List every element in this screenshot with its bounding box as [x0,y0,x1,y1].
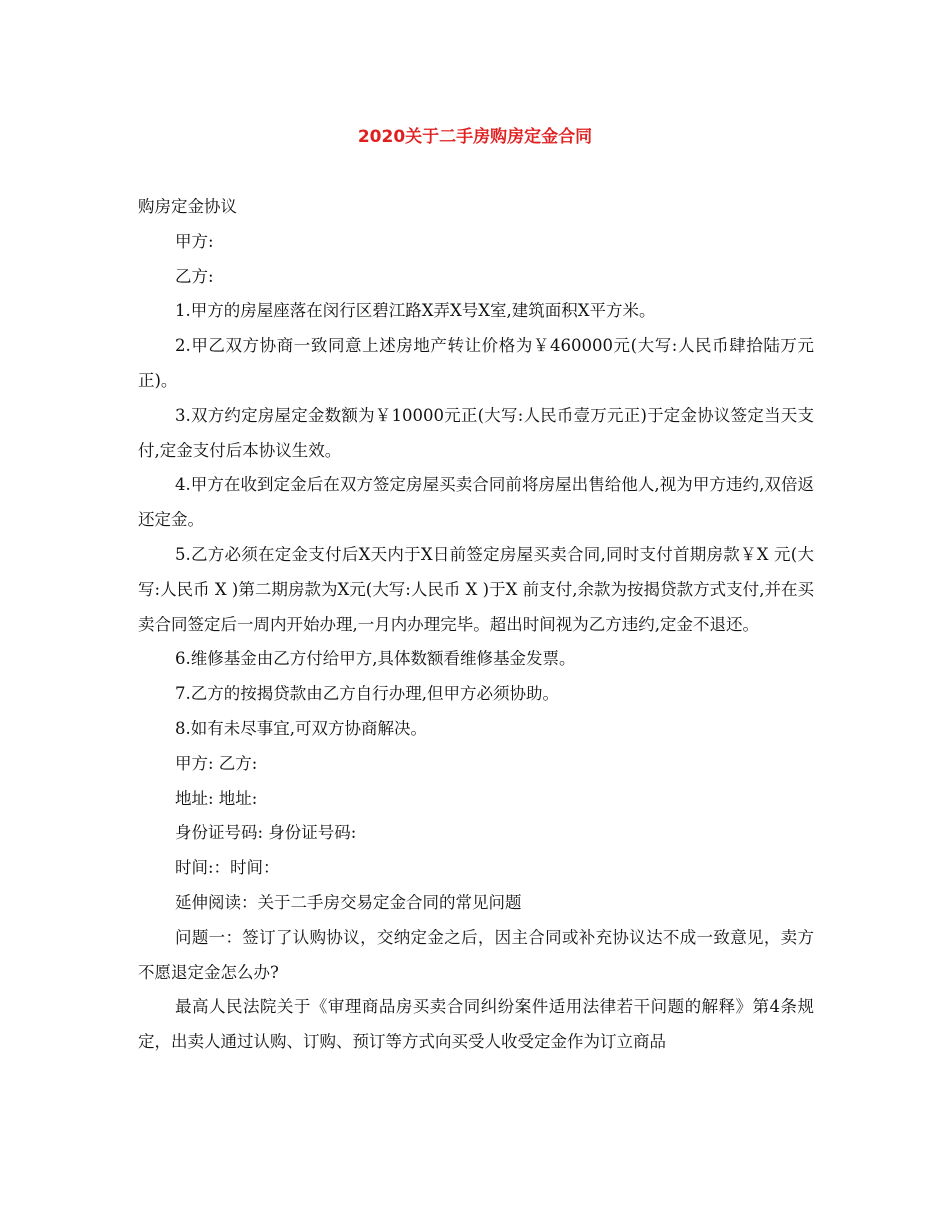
clause-5: 5.乙方必须在定金支付后X天内于X日前签定房屋买卖合同,同时支付首期房款￥X 元(大写:人民币 X )第二期房款为X元(大写:人民币 X )于X 前支付,余款为按揭贷款方式支付,并在买卖合同签定后一周内开始办理,一月内办理完毕。超出时间视为乙方违约,定金不退还。 [138,544,814,634]
party-b-line: 乙方: [175,266,214,286]
signature-parties: 甲方: 乙方: [175,753,258,773]
signature-address: 地址: 地址: [175,788,258,808]
clause-4: 4.甲方在收到定金后在双方签定房屋买卖合同前将房屋出售给他人,视为甲方违约,双倍返还定金。 [138,475,814,530]
agreement-heading: 购房定金协议 [138,197,237,216]
document-title: 2020关于二手房购房定金合同 [357,127,593,147]
clause-1: 1.甲方的房屋座落在闵行区碧江路X弄X号X室,建筑面积X平方米。 [175,301,656,321]
clause-7: 7.乙方的按揭贷款由乙方自行办理,但甲方必须协助。 [175,684,559,704]
clause-8: 8.如有未尽事宜,可双方协商解决。 [175,718,427,738]
answer-1: 最高人民法院关于《审理商品房买卖合同纠纷案件适用法律若干问题的解释》第4条规定，出卖人通过认购、订购、预订等方式向买受人收受定金作为订立商品 [138,997,814,1052]
document-body [138,190,814,1060]
signature-time: 时间:：时间： [175,858,280,878]
clause-6: 6.维修基金由乙方付给甲方,具体数额看维修基金发票。 [175,649,576,669]
question-1: 问题一：签订了认购协议，交纳定金之后，因主合同或补充协议达不成一致意见，卖方不愿退定金怎么办? [138,927,814,982]
party-a-line: 甲方: [175,231,214,251]
signature-id-number: 身份证号码: 身份证号码: [175,823,357,843]
clause-2: 2.甲乙双方协商一致同意上述房地产转让价格为￥460000元(大写:人民币肆拾陆万元正)。 [138,336,814,390]
extended-reading-heading: 延伸阅读：关于二手房交易定金合同的常见问题 [175,892,522,912]
clause-3: 3.双方约定房屋定金数额为￥10000元正(大写:人民币壹万元正)于定金协议签定当天支付,定金支付后本协议生效。 [138,405,814,460]
